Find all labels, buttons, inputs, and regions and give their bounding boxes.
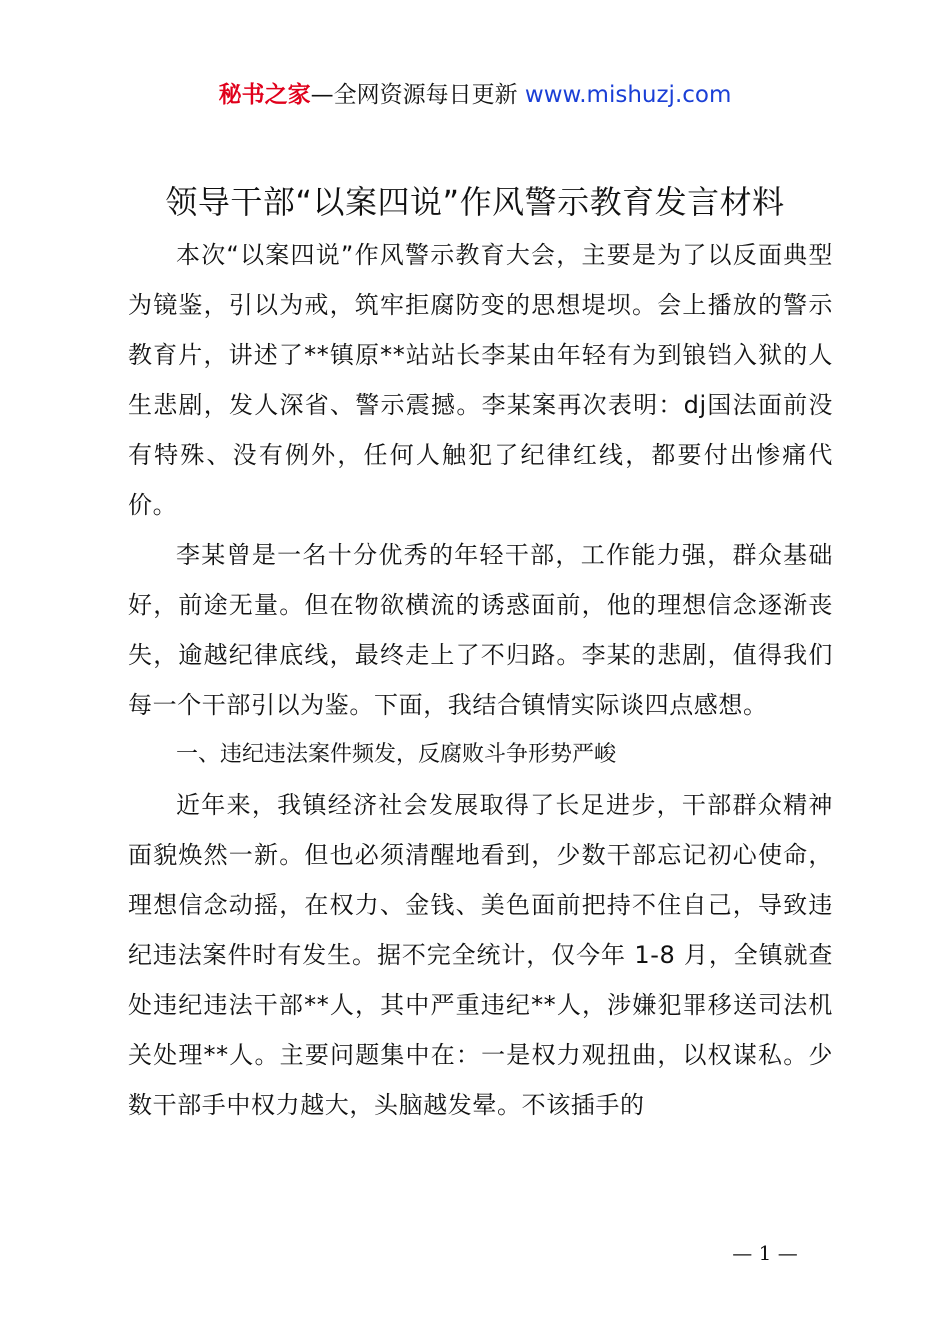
body-paragraph-1: 本次“以案四说”作风警示教育大会，主要是为了以反面典型为镜鉴，引以为戒，筑牢拒腐防变的思想堤坝。会上播放的警示教育片，讲述了**镇原**站站长李某由年轻有为到锒铛入狱的人生悲剧，发人深省、警示震撼。李某案再次表明：dj国法面前没有特殊、没有例外，任何人触犯了纪律红线，都要付出惨痛代价。 [128,241,833,519]
body-paragraph-2: 李某曾是一名十分优秀的年轻干部，工作能力强，群众基础好，前途无量。但在物欲横流的诱惑面前，他的理想信念逐渐丧失，逾越纪律底线，最终走上了不归路。李某的悲剧，值得我们每一个干部引以为鉴。下面，我结合镇情实际谈四点感想。 [128,541,833,719]
document-body [128,230,833,1130]
header-tagline: —全网资源每日更新 [310,82,518,108]
site-url-link[interactable]: www.mishuzj.com [524,82,732,108]
site-header [0,78,950,112]
section-paragraph-1: 近年来，我镇经济社会发展取得了长足进步，干部群众精神面貌焕然一新。但也必须清醒地看到，少数干部忘记初心使命，理想信念动摇，在权力、金钱、美色面前把持不住自己，导致违纪违法案件时有发生。据不完全统计，仅今年 1-8 月，全镇就查处违纪违法干部**人，其中严重违纪**人，涉嫌犯罪移送司法机关处理**人。主要问题集中在：一是权力观扭曲，以权谋私。少数干部手中权力越大，头脑越发晕。不该插手的 [128,791,833,1119]
brand-name: 秘书之家 [218,82,311,108]
document-title: 领导干部“以案四说”作风警示教育发言材料 [165,183,785,221]
page-number: — 1 — [732,1241,798,1265]
section-heading-1: 一、违纪违法案件频发，反腐败斗争形势严峻 [176,742,617,767]
